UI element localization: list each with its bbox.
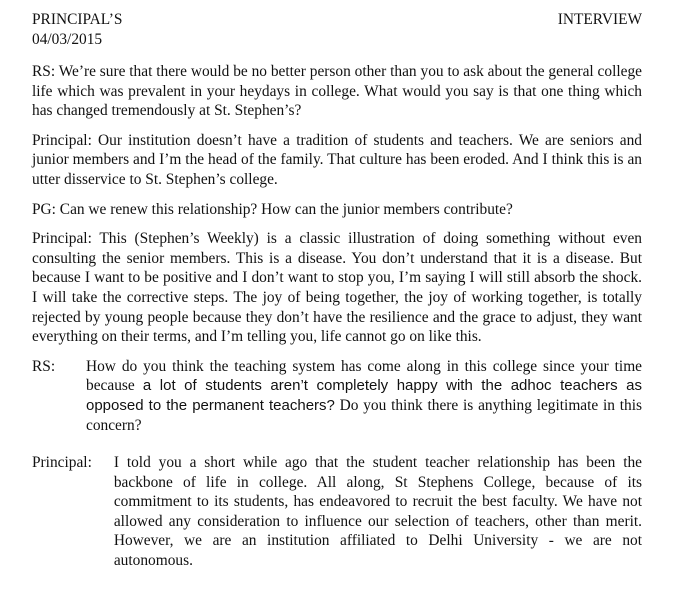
document-title: PRINCIPAL’S xyxy=(32,11,123,28)
qa-text xyxy=(86,357,642,435)
paragraph-pg-question: PG: Can we renew this relationship? How can the junior members contribute? xyxy=(32,200,513,218)
document-page xyxy=(32,10,642,571)
document-header xyxy=(32,10,642,50)
qa-text-part: Do you think there is anything legitimate in this concern? xyxy=(86,396,642,434)
paragraph-principal-answer: Principal: Our institution doesn’t have a tradition of students and teachers. We are seniors and junior members and I’m the head of the family. That culture has been eroded. And I think this is an utter disservice to St. Stephen’s college. xyxy=(32,131,642,188)
paragraph-rs-question: RS: We’re sure that there would be no better person other than you to ask about the general college life which was prevalent in your heydays in college. What would you say is that one thing which has changed tremendously at St. Stephen’s? xyxy=(32,63,642,120)
qa-text-part: How do you think the teaching system has come along in this college since your time because xyxy=(86,357,642,395)
qa-text: I told you a short while ago that the student teacher relationship has been the backbone of life in college. All along, St Stephens College, because of its commitment to its students, has endeavored to recruit the best faculty. We have not allowed any consideration to influence our selection of teachers, other than merit. However, we are an institution affiliated to Delhi University - we are not autonomous. xyxy=(113,454,642,570)
speaker-label: Principal: xyxy=(32,454,92,472)
qa-rs xyxy=(32,357,642,435)
qa-principal xyxy=(32,453,642,571)
paragraph-principal-answer: Principal: This (Stephen’s Weekly) is a classic illustration of doing something without even consulting the senior members. This is a disease. You don’t understand that it is a disease. But because I want to be positive and I don’t want to stop you, I’m saying I will still absorb the shock. I will take the corrective steps. The joy of being together, the joy of working together, is totally rejected by young people because they don’t have the resilience and the grace to adjust, they want everything on their terms, and I’m telling you, life cannot go on like this. xyxy=(32,230,642,346)
document-date: 04/03/2015 xyxy=(32,30,103,48)
qa-text-sans-part: a lot of students aren’t completely happy with the adhoc teachers as opposed to the permanent teachers? xyxy=(86,377,642,414)
header-left xyxy=(32,10,122,49)
speaker-label: RS: xyxy=(32,357,56,375)
header-right-label: INTERVIEW xyxy=(557,11,642,28)
